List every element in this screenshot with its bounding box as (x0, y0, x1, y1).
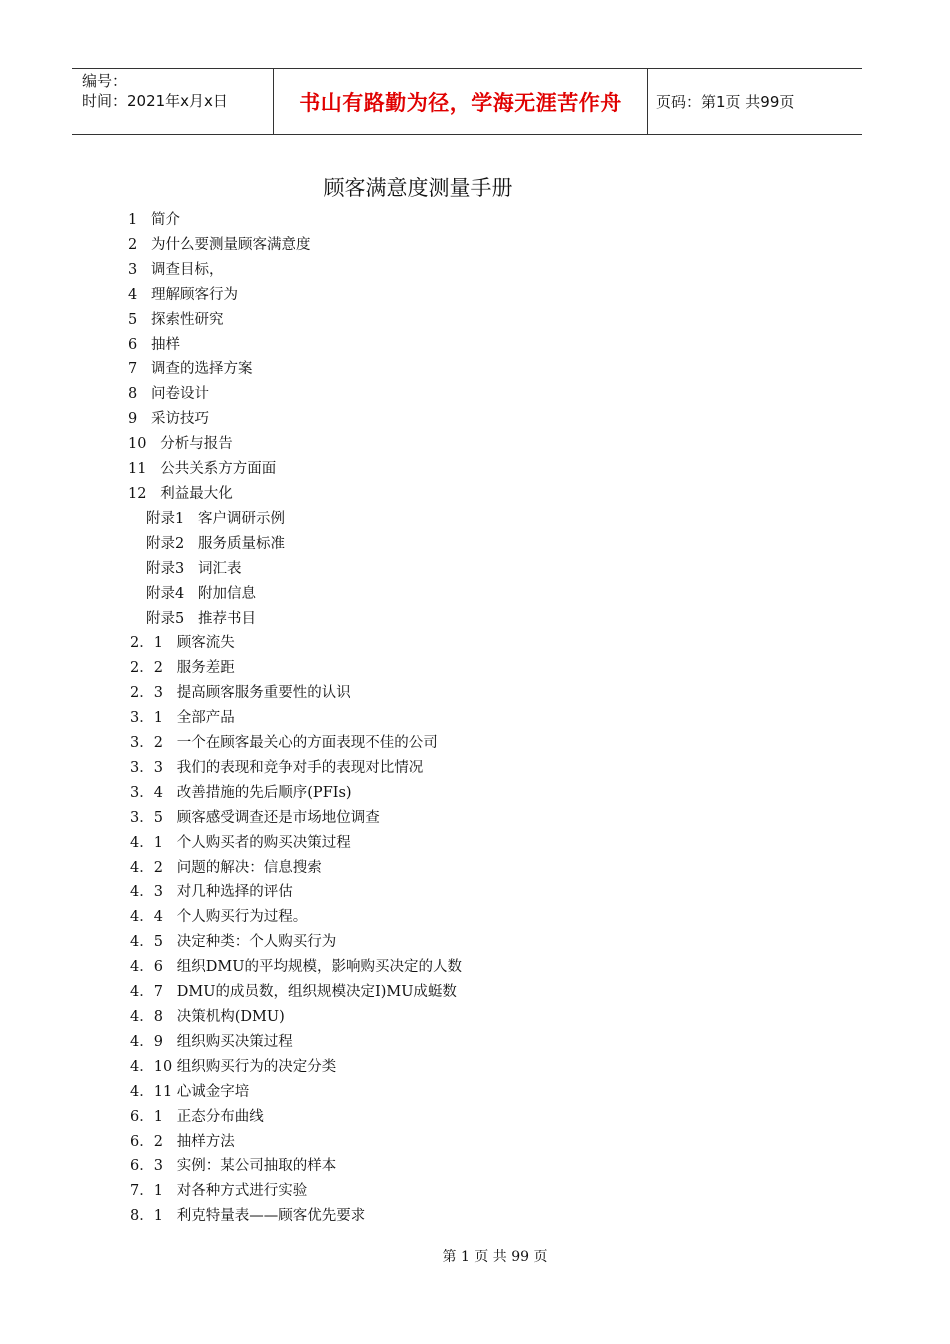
toc-item: 附录5 推荐书目 (146, 610, 257, 627)
toc-item: 3．2 一个在顾客最关心的方面表现不佳的公司 (130, 735, 438, 752)
toc-item: 4．1 个人购买者的购买决策过程 (130, 834, 351, 851)
toc-item: 2．3 提高顾客服务重要性的认识 (130, 685, 351, 702)
toc-item: 1 简介 (128, 212, 181, 228)
header-page-info: 页码：第1页 共99页 (656, 93, 795, 111)
toc-item: 附录1 客户调研示例 (146, 510, 286, 527)
number-label: 编号： (82, 72, 128, 90)
toc-item: 3．1 全部产品 (130, 710, 235, 727)
toc-item: 5 探索性研究 (128, 311, 224, 328)
document-title: 顾客满意度测量手册 (323, 176, 513, 200)
toc-item: 6．2 抽样方法 (130, 1133, 235, 1150)
toc-item: 4．11 心诚金字培 (130, 1083, 250, 1100)
toc-item: 附录2 服务质量标准 (146, 535, 286, 552)
toc-item: 2．1 顾客流失 (130, 635, 235, 652)
header-motto: 书山有路勤为径，学海无涯苦作舟 (274, 69, 648, 134)
toc-item: 6．3 实例：某公司抽取的样本 (130, 1158, 337, 1175)
toc-item: 10 分析与报告 (128, 436, 233, 453)
toc-item: 3．3 我们的表现和竞争对手的表现对比情况 (130, 759, 424, 776)
toc-item: 4．8 决策机构(DMU) (130, 1009, 285, 1025)
header-meta (72, 69, 274, 134)
toc-item: 4．4 个人购买行为过程。 (130, 909, 308, 926)
toc-item: 2．2 服务差距 (130, 660, 235, 677)
toc-item: 4．9 组织购买决策过程 (130, 1033, 293, 1050)
toc-item: 2 为什么要测量顾客满意度 (128, 236, 311, 253)
toc-item: 4．3 对几种选择的评估 (130, 884, 293, 901)
document-header (72, 68, 862, 135)
toc-item: 8 问卷设计 (128, 386, 210, 403)
toc-item: 附录3 词汇表 (146, 560, 242, 577)
toc-item: 4 理解顾客行为 (128, 286, 239, 303)
toc-item: 9 采访技巧 (128, 411, 210, 428)
toc-item: 4．6 组织DMU的平均规模，影响购买决定的人数 (130, 959, 462, 976)
toc-item: 4．5 决定种类：个人购买行为 (130, 934, 337, 951)
toc-item: 3 调查目标， (128, 261, 224, 278)
toc-item: 4．10 组织购买行为的决定分类 (130, 1058, 337, 1075)
toc-item: 附录4 附加信息 (146, 585, 257, 602)
table-of-contents (128, 208, 462, 1229)
toc-item: 4．2 问题的解决：信息搜索 (130, 859, 322, 876)
toc-item: 3．5 顾客感受调查还是市场地位调查 (130, 809, 380, 826)
toc-item: 7．1 对各种方式进行实验 (130, 1183, 308, 1200)
toc-item: 6．1 正态分布曲线 (130, 1108, 264, 1125)
toc-item: 3．4 改善措施的先后顺序(PFIs) (130, 784, 352, 801)
toc-item: 12 利益最大化 (128, 485, 233, 502)
toc-item: 11 公共关系方方面面 (128, 461, 277, 478)
toc-item: 4．7 DMU的成员数，组织规模决定I)MU成蜓数 (130, 984, 457, 1001)
toc-item: 8．1 利克特量表——顾客优先要求 (130, 1208, 366, 1225)
toc-item: 7 调查的选择方案 (128, 361, 253, 378)
toc-item: 6 抽样 (128, 336, 181, 353)
time-label: 时间：2021年x月x日 (82, 92, 228, 110)
page-footer: 第 1 页 共 99 页 (442, 1249, 548, 1265)
